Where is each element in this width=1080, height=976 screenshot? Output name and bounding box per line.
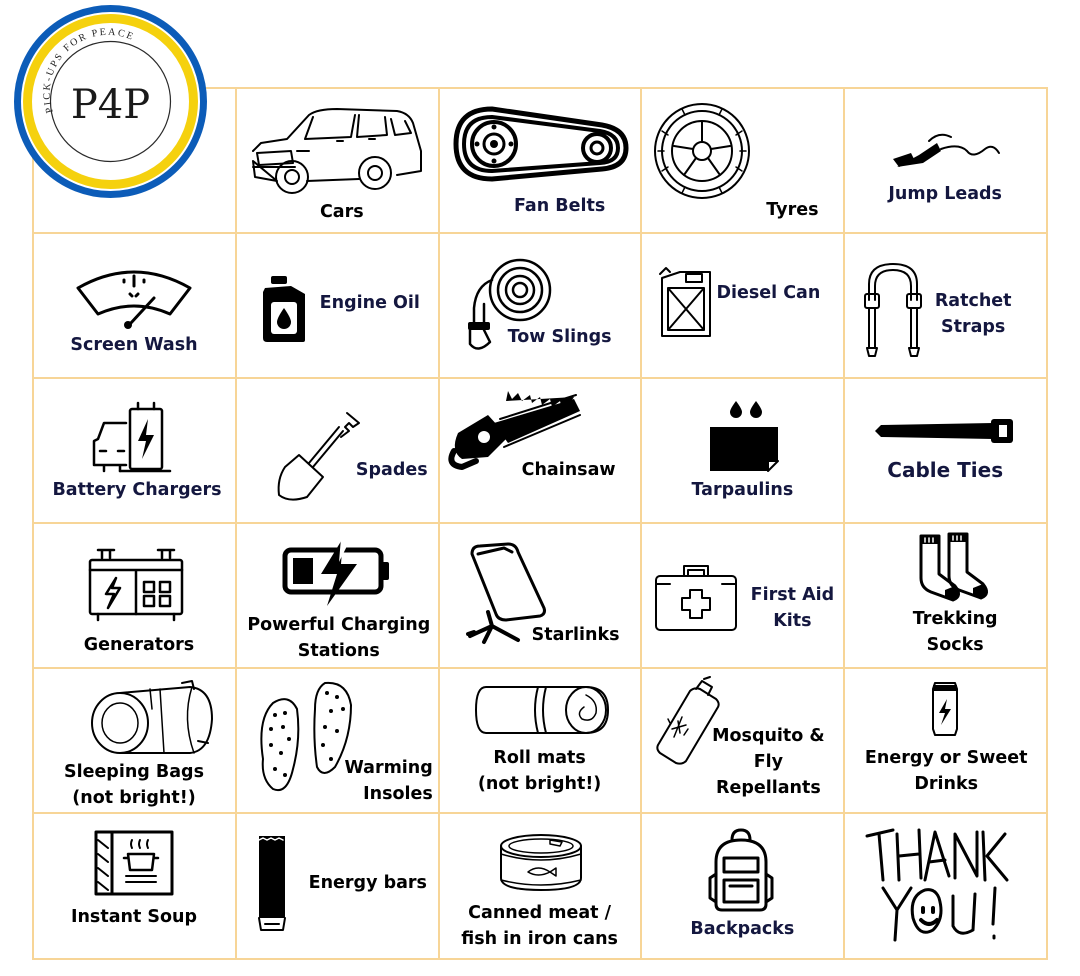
grid-cell-jump-leads — [843, 87, 1048, 234]
item-label: Diesel Can — [716, 283, 821, 304]
grid-cell-tow-slings — [438, 232, 643, 379]
logo-ring-text: PICK-UPS FOR PEACE — [41, 26, 137, 115]
item-label: Fan Belts — [513, 196, 606, 216]
grid-cell-cable-ties — [843, 377, 1048, 524]
item-label: Ratchet Straps — [934, 291, 1012, 338]
grid-cell-trekking-socks — [843, 522, 1048, 669]
item-label: Generators — [83, 635, 195, 656]
socks-icon — [915, 532, 991, 604]
item-label: Jump Leads — [888, 184, 1002, 204]
ratchet-strap-icon — [863, 260, 923, 360]
item-label: Cars — [319, 202, 364, 222]
p4p-logo — [13, 4, 208, 199]
grid-cell-battery-chargers — [32, 377, 237, 524]
cable-tie-icon — [873, 417, 1019, 447]
grid-cell-ratchet-straps — [843, 232, 1048, 379]
tyre-icon — [652, 101, 752, 201]
item-label: Cable Ties — [887, 458, 1004, 483]
item-label: Starlinks — [531, 625, 620, 646]
grid-cell-fan-belts — [438, 87, 643, 234]
grid-cell-chainsaw — [438, 377, 643, 524]
grid-cell-sleeping-bags — [32, 667, 237, 814]
grid-cell-backpacks — [640, 812, 845, 959]
grid-cell-generators — [32, 522, 237, 669]
grid-cell-engine-oil — [235, 232, 440, 379]
grid-cell-instant-soup — [32, 812, 237, 959]
item-label: Canned meat / fish in iron cans — [461, 903, 618, 950]
sleeping-bag-icon — [90, 679, 214, 759]
item-label: First Aid Kits — [750, 585, 835, 632]
oil-bottle-icon — [261, 274, 309, 344]
item-label: Screen Wash — [70, 335, 198, 356]
thank-you-lettering — [863, 826, 1009, 948]
ev-charger-icon — [90, 399, 180, 475]
grid-cell-screen-wash — [32, 232, 237, 379]
grid-cell-thank-you — [843, 812, 1048, 959]
grid-cell-energy-drinks — [843, 667, 1048, 814]
car-icon — [247, 101, 427, 196]
item-label: Energy or Sweet Drinks — [864, 748, 1028, 795]
item-label: Sleeping Bags (not bright!) — [63, 762, 205, 809]
generator-icon — [86, 546, 186, 622]
battery-charging-icon — [281, 536, 391, 608]
logo-initials: P4P — [70, 82, 151, 128]
windscreen-icon — [74, 264, 194, 330]
grid-cell-roll-mats — [438, 667, 643, 814]
grid-cell-tarpaulins — [640, 377, 845, 524]
item-label: Engine Oil — [319, 293, 420, 314]
grid-cell-first-aid-kits — [640, 522, 845, 669]
grid-cell-cars — [235, 87, 440, 234]
backpack-icon — [706, 828, 776, 912]
grid-cell-repellants — [640, 667, 845, 814]
grid-cell-starlinks — [438, 522, 643, 669]
grid-cell-warming-insoles — [235, 667, 440, 814]
item-label: Warming Insoles — [344, 758, 433, 805]
item-label: Battery Chargers — [52, 480, 222, 501]
grid-cell-charging-stations — [235, 522, 440, 669]
roll-mat-icon — [474, 685, 610, 735]
item-label: Energy bars — [308, 873, 427, 894]
item-label: Backpacks — [690, 919, 795, 940]
item-label: Tyres — [766, 200, 819, 220]
items-grid — [33, 88, 1047, 959]
tarpaulin-icon — [706, 399, 782, 471]
fan-belt-icon — [452, 103, 632, 183]
item-label: Instant Soup — [70, 907, 198, 928]
tin-can-icon — [498, 832, 584, 894]
item-label: Roll mats (not bright!) — [477, 748, 602, 795]
jerrycan-icon — [658, 264, 714, 340]
item-label: Tarpaulins — [691, 480, 794, 501]
item-label: Mosquito & Fly Repellants — [712, 726, 825, 799]
item-label: Spades — [355, 460, 428, 481]
grid-cell-tyres — [640, 87, 845, 234]
item-label: Chainsaw — [521, 460, 616, 481]
energy-bar-icon — [257, 834, 287, 934]
grid-cell-canned-food — [438, 812, 643, 959]
grid-cell-energy-bars — [235, 812, 440, 959]
item-label: Trekking Socks — [912, 609, 998, 656]
item-label: Tow Slings — [507, 327, 612, 348]
grid-cell-spades — [235, 377, 440, 524]
energy-drink-icon — [929, 677, 961, 737]
jump-leads-icon — [889, 129, 1009, 179]
soup-box-icon — [94, 830, 174, 896]
item-label: Powerful Charging Stations — [247, 615, 431, 662]
grid-cell-diesel-can — [640, 232, 845, 379]
first-aid-kit-icon — [654, 562, 738, 634]
